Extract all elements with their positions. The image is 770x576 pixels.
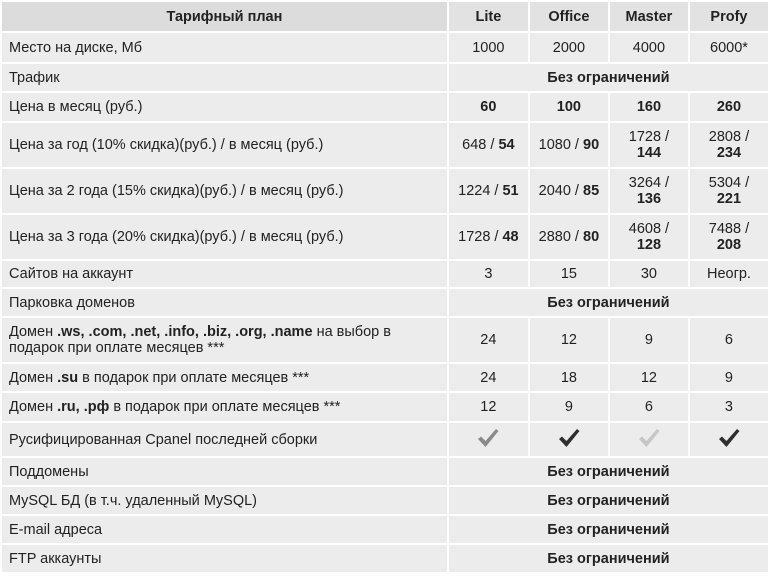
value-cell: 15 (530, 261, 608, 287)
value-cell: 6 (610, 393, 688, 421)
month-price: 48 (502, 229, 519, 245)
value-cell: Неогр. (690, 261, 768, 287)
plan-master: Master (610, 2, 688, 31)
row-label: MySQL БД (в т.ч. удаленный MySQL) (2, 487, 447, 514)
value-cell: 12 (530, 318, 608, 362)
value-cell: 9 (690, 364, 768, 391)
label-post: в подарок при оплате месяцев *** (82, 369, 310, 386)
total-price: 2880 / (538, 229, 579, 245)
checkmark-icon (637, 427, 661, 449)
month-price: 128 (636, 237, 662, 253)
value-cell: 9 (610, 318, 688, 362)
plan-header: Тарифный план (2, 2, 447, 31)
row-price-3y (2, 215, 768, 259)
row-domain-su (2, 364, 768, 391)
checkmark-icon (476, 427, 500, 449)
month-price: 90 (583, 137, 600, 153)
value-cell: 30 (610, 261, 688, 287)
label-domains: .ru, .рф (57, 399, 110, 415)
plan-lite: Lite (449, 2, 528, 31)
value-cell: 24 (449, 364, 528, 391)
plan-profy: Profy (690, 2, 768, 31)
total-price: 4608 / (628, 221, 670, 237)
total-price: 1224 / (458, 183, 499, 199)
value-cell: 1000 (449, 33, 528, 62)
row-label: Трафик (2, 64, 447, 91)
row-label: Поддомены (2, 458, 447, 485)
price-cell (449, 169, 528, 213)
row-price-2y (2, 169, 768, 213)
price-cell (530, 123, 608, 167)
row-label (2, 364, 447, 391)
month-price: 54 (498, 137, 515, 153)
label-pre: Домен (9, 369, 54, 386)
row-label: Русифицированная Cpanel последней сборки (2, 423, 447, 456)
row-label: Цена за 2 года (15% скидка)(руб.) / в месяц (руб.) (2, 169, 447, 213)
value-cell: 2000 (530, 33, 608, 62)
row-label: Место на диске, Мб (2, 33, 447, 62)
label-pre: Домен (9, 399, 54, 415)
price-cell (449, 215, 528, 259)
row-domain-ws (2, 318, 768, 362)
plan-office: Office (530, 2, 608, 31)
label-domains: .ws, .com, .net, .info, .biz, .org, .name (57, 324, 313, 340)
value-cell: 3 (449, 261, 528, 287)
merged-value: Без ограничений (449, 458, 768, 485)
row-label: E-mail адреса (2, 516, 447, 543)
month-price: 80 (583, 229, 600, 245)
month-price: 136 (636, 191, 662, 207)
row-label: Цена за 3 года (20% скидка)(руб.) / в месяц (руб.) (2, 215, 447, 259)
row-label: Сайтов на аккаунт (2, 261, 447, 287)
row-domain-ru (2, 393, 768, 421)
row-label: Парковка доменов (2, 289, 447, 316)
price-cell (610, 169, 688, 213)
value-cell: 12 (449, 393, 528, 421)
row-label (2, 393, 447, 421)
total-price: 1728 / (458, 229, 499, 245)
merged-value: Без ограничений (449, 545, 768, 572)
label-pre: Домен (9, 324, 54, 340)
value-cell: 12 (610, 364, 688, 391)
row-label (2, 318, 447, 362)
row-cpanel (2, 423, 768, 456)
month-price: 144 (636, 145, 662, 161)
value-cell: 24 (449, 318, 528, 362)
value-cell: 160 (610, 93, 688, 121)
value-cell: 9 (530, 393, 608, 421)
value-cell: 260 (690, 93, 768, 121)
row-label: Цена в месяц (руб.) (2, 93, 447, 121)
merged-value: Без ограничений (449, 64, 768, 91)
merged-value: Без ограничений (449, 487, 768, 514)
price-cell (610, 123, 688, 167)
row-traffic (2, 64, 768, 91)
row-price-1y (2, 123, 768, 167)
month-price: 51 (502, 183, 519, 199)
total-price: 5304 / (708, 175, 750, 191)
row-email (2, 516, 768, 543)
price-cell (690, 123, 768, 167)
month-price: 208 (716, 237, 742, 253)
checkmark-icon (557, 427, 581, 449)
check-cell (449, 423, 528, 456)
check-cell (530, 423, 608, 456)
row-price-month (2, 93, 768, 121)
total-price: 3264 / (628, 175, 670, 191)
row-subdomains (2, 458, 768, 485)
total-price: 648 / (462, 137, 495, 153)
price-cell (690, 169, 768, 213)
row-disk (2, 33, 768, 62)
value-cell: 60 (449, 93, 528, 121)
total-price: 1080 / (538, 137, 579, 153)
total-price: 7488 / (708, 221, 750, 237)
month-price: 221 (716, 191, 742, 207)
value-cell: 100 (530, 93, 608, 121)
row-ftp (2, 545, 768, 572)
price-cell (690, 215, 768, 259)
value-cell: 6000* (690, 33, 768, 62)
row-label: Цена за год (10% скидка)(руб.) / в месяц (руб.) (2, 123, 447, 167)
total-price: 1728 / (628, 129, 670, 145)
total-price: 2040 / (538, 183, 579, 199)
value-cell: 18 (530, 364, 608, 391)
merged-value: Без ограничений (449, 289, 768, 316)
value-cell: 3 (690, 393, 768, 421)
price-cell (610, 215, 688, 259)
check-cell (690, 423, 768, 456)
checkmark-icon (717, 427, 741, 449)
header-row (2, 2, 768, 31)
label-post: в подарок при оплате месяцев *** (113, 399, 341, 415)
row-parking (2, 289, 768, 316)
row-mysql (2, 487, 768, 514)
price-cell (530, 215, 608, 259)
price-cell (449, 123, 528, 167)
value-cell: 6 (690, 318, 768, 362)
row-label: FTP аккаунты (2, 545, 447, 572)
label-domains: .su (57, 369, 79, 386)
month-price: 234 (716, 145, 742, 161)
row-sites (2, 261, 768, 287)
label-post: на выбор в подарок при оплате месяцев *** (9, 324, 391, 356)
check-cell (610, 423, 688, 456)
total-price: 2808 / (708, 129, 750, 145)
price-cell (530, 169, 608, 213)
value-cell: 4000 (610, 33, 688, 62)
merged-value: Без ограничений (449, 516, 768, 543)
month-price: 85 (583, 183, 600, 199)
